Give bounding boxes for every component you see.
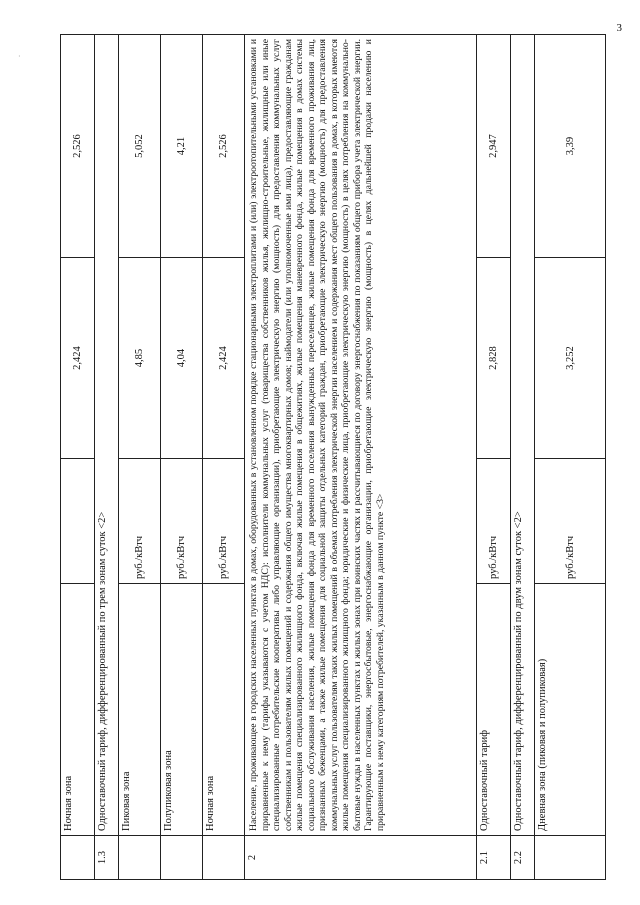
- table-row: Дневная зона (пиковая и полупиковая) руб./кВтч 3,252 3,39: [535, 35, 606, 880]
- section-header-row: 1.3 Одноставочный тариф, дифференцированный по трем зонам суток <2>: [95, 35, 119, 880]
- table-row: Полупиковая зона руб./кВтч 4,04 4,21: [161, 35, 203, 880]
- table-row: 2.1 Одноставочный тариф руб./кВтч 2,828 2,947: [477, 35, 511, 880]
- description-row: 2 Население, проживающее в городских населенных пунктах в домах, оборудованных в установленном порядке стационарными электроплитами и (или) электроотопительными установками и приравненные к нему (тарифы указываются с учетом НДС): исполнители коммунальных услуг (товарищества собственников жилья, жилищно-строительные, жилищные или иные специализированные потребительские кооперативы либо управляющие организации), приобретающие электрическую энергию (мощность) для предоставления коммунальных услуг собственникам и пользователям жилых помещений и содержания общего имущества многоквартирных домов; наймодатели (или уполномоченные ими лица), предоставляющие гражданам жилые помещения специализированного жилищного фонда, включая жилые помещения в общежитиях, жилые помещения маневренного фонда, жилые помещения в домах системы социального обслуживания населения, жилые помещения фонда для временного поселения вынужденных переселенцев, жилые помещения фонда для временного проживания лиц, признанных беженцами, а также жилые помещения для социальной защиты отдельных категорий граждан, приобретающие электрическую энергию (мощность) для предоставления коммунальных услуг пользователям таких жилых помещений в объемах потребления электрической энергии населением и содержания мест общего пользования в домах, в которых имеются жилые помещения специализированного жилищного фонда; юридические и физические лица, приобретающие электрическую энергию (мощность) в целях потребления на коммунально-бытовые нужды в населенных пунктах и жилых зонах при воинских частях и рассчитывающиеся по договору энергоснабжения по показаниям общего прибора учета электрической энергии. Гарантирующие поставщики, энергосбытовые, энергоснабжающие организации, приобретающие электрическую энергию (мощность) в целях дальнейшей продажи населению и приравненным к нему категориям потребителей, указанным в данном пункте <3>: [245, 35, 477, 880]
- table-row: Ночная зона руб./кВтч 2,424 2,526: [203, 35, 245, 880]
- scan-speck: ·: [18, 52, 21, 61]
- rotated-page: [60, 35, 605, 880]
- section-header-row: 2.2 Одноставочный тариф, дифференцированный по двум зонам суток <2>: [511, 35, 535, 880]
- page-number: 3: [616, 22, 622, 34]
- tariff-table: [60, 34, 606, 880]
- table-row: Пиковая зона руб./кВтч 4,85 5,052: [119, 35, 161, 880]
- consumer-description: Население, проживающее в городских населенных пунктах в домах, оборудованных в установленном порядке стационарными электроплитами и (или) электроотопительными установками и приравненные к нему (тарифы указываются с учетом НДС): исполнители коммунальных услуг (товарищества собственников жилья, жилищно-строительные, жилищные или иные специализированные потребительские кооперативы либо управляющие организации), приобретающие электрическую энергию (мощность) для предоставления коммунальных услуг собственникам и пользователям жилых помещений и содержания общего имущества многоквартирных домов; наймодатели (или уполномоченные ими лица), предоставляющие гражданам жилые помещения специализированного жилищного фонда, включая жилые помещения в общежитиях, жилые помещения маневренного фонда, жилые помещения в домах системы социального обслуживания населения, жилые помещения фонда для временного поселения вынужденных переселенцев, жилые помещения фонда для временного проживания лиц, признанных беженцами, а также жилые помещения для социальной защиты отдельных категорий граждан, приобретающие электрическую энергию (мощность) для предоставления коммунальных услуг пользователям таких жилых помещений в объемах потребления электрической энергии населением и содержания мест общего пользования в домах, в которых имеются жилые помещения специализированного жилищного фонда; юридические и физические лица, приобретающие электрическую энергию (мощность) в целях потребления на коммунально-бытовые нужды в населенных пунктах и жилых зонах при воинских частях и рассчитывающиеся по договору энергоснабжения по показаниям общего прибора учета электрической энергии. Гарантирующие поставщики, энергосбытовые, энергоснабжающие организации, приобретающие электрическую энергию (мощность) в целях дальнейшей продажи населению и приравненным к нему категориям потребителей, указанным в данном пункте <3>: [245, 35, 477, 836]
- table-row: Ночная зона 2,424 2,526: [61, 35, 95, 880]
